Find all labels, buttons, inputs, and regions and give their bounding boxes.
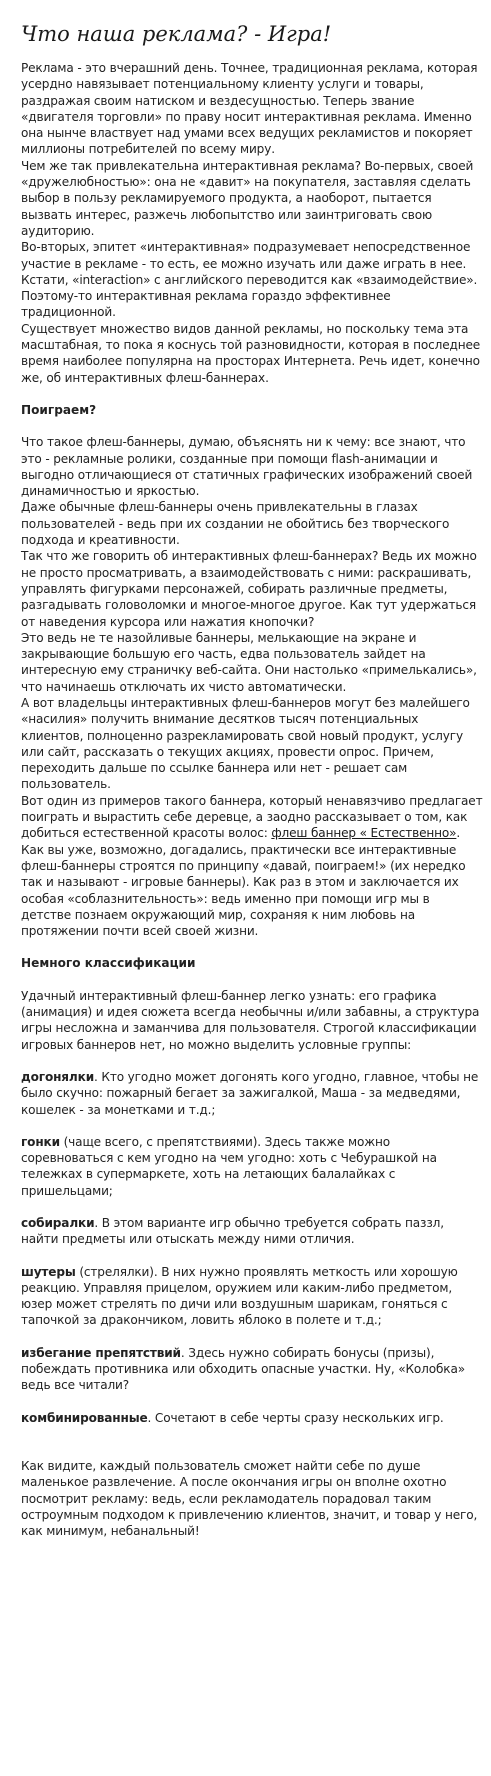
game-type-term: шутеры — [21, 1264, 76, 1279]
intro-paragraph: Во-вторых, эпитет «интерактивная» подразумевает непосредственное участие в рекламе - то есть, ее можно изучать или даже играть в нее. Кстати, «interaction» с английского переводится как «взаимодействие». Поэтому-то интерактивная реклама гораздо эффективнее традиционной. — [21, 240, 478, 320]
intro-paragraph: Реклама - это вчерашний день. Точнее, традиционная реклама, которая усердно навязывает потенциальному клиенту услуги и товары, раздражая своим натиском и вездесущностью. Теперь звание «двигателя торговли» по праву носит интерактивная реклама. Именно она нынче властвует над умами всех ведущих рекламистов и покоряет миллионы потребителей по всему миру. — [21, 61, 478, 157]
game-type-term: комбинированные — [21, 1410, 148, 1425]
example-text: Вот один из примеров такого баннера, который ненавязчиво предлагает поиграть и вырастить себе деревце, а заодно рассказывает о том, как добиться естественной красоты волос: — [21, 793, 483, 841]
banner-example-link[interactable]: флеш баннер « Естественно» — [271, 826, 457, 841]
game-type-desc: . Сочетают в себе черты сразу нескольких игр. — [147, 1410, 444, 1425]
game-type-item — [21, 1134, 483, 1199]
intro-paragraph: Существует множество видов данной рекламы, но поскольку тема эта масштабная, то пока я коснусь той разновидности, которая в последнее время наиболее популярна на просторах Интернета. Речь идет, конечно же, об интерактивных флеш-баннерах. — [21, 321, 481, 385]
article — [21, 20, 483, 1539]
game-type-item — [21, 1410, 483, 1426]
game-type-term: собиралки — [21, 1216, 95, 1230]
article-title: Что наша реклама? - Игра! — [21, 22, 332, 46]
game-type-term: догонялки — [21, 1069, 95, 1084]
example-end: . — [456, 826, 461, 841]
section1-paragraph: Так что же говорить об интерактивных флеш-баннерах? Ведь их можно не просто просматривать, а взаимодействовать с ними: раскрашивать, управлять фигурками персонажей, собирать различные предметы, разгадывать головоломки и многое-многое другое. Как тут удержаться от наведения курсора или нажатия кнопочки? — [21, 549, 477, 629]
section1-closing: Как вы уже, возможно, догадались, практически все интерактивные флеш-баннеры строятся по принципу «давай, поиграем!» (их нередко так и называют - игровые баннеры). Как раз в этом и заключается их особая «соблазнительность»: ведь именно при помощи игр мы в детстве познаем окружающий мир, сохраняя к ним любовь на протяжении почти всей своей жизни. — [21, 842, 466, 939]
section1-paragraph: Это ведь не те назойливые баннеры, мелькающие на экране и закрывающие большую его часть, едва пользователь зайдет на интересную ему страничку веб-сайта. Они настолько «примелькались», что начинаешь отключать их чисто автоматически. — [21, 630, 477, 694]
game-type-desc: (чаще всего, с препятствиями). Здесь также можно соревноваться с кем угодно на чем угодно: хоть с Чебурашкой на тележках в супермаркете, хоть на летающих балалайках с пришельцами; — [21, 1134, 437, 1198]
section1-paragraph: Что такое флеш-баннеры, думаю, объяснять ни к чему: все знают, что это - рекламные ролики, созданные при помощи flash-анимации и выгодно отличающиеся от статичных графических изображений своей динамичностью и яркостью. — [21, 435, 473, 499]
conclusion-paragraph: Как видите, каждый пользователь сможет найти себе по душе маленькое развлечение. А после окончания игры он вполне охотно посмотрит рекламу: ведь, если рекламодатель порадовал таким остроумным подходом к привлечению клиентов, значит, и товар у него, как минимум, небанальный! — [21, 1458, 478, 1539]
game-type-item — [21, 1215, 483, 1248]
game-type-item — [21, 1264, 483, 1329]
game-type-desc: (стрелялки). В них нужно проявлять меткость или хорошую реакцию. Управляя прицелом, оружием или каким-либо предметом, юзер может стрелять по дичи или воздушным шарикам, гоняться с тапочкой за дракончиком, ловить яблоко в полете и т.д.; — [21, 1264, 458, 1328]
game-type-item — [21, 1345, 483, 1394]
section-heading-classification: Немного классификации — [21, 956, 196, 971]
intro-paragraph: Чем же так привлекательна интерактивная реклама? Во-первых, своей «дружелюбностью»: она не «давит» на покупателя, заставляя сделать выбор в пользу рекламируемого продукта, а наоборот, пытается вызвать интерес, разжечь любопытство или заинтриговать свою аудиторию. — [21, 158, 474, 238]
game-type-desc: . В этом варианте игр обычно требуется собрать паззл, найти предметы или отыскать между ними отличия. — [21, 1216, 444, 1247]
section1-paragraph: А вот владельцы интерактивных флеш-баннеров могут без малейшего «насилия» получить внимание десятков тысяч потенциальных клиентов, полноценно разрекламировать свой новый продукт, услугу или сайт, рассказать о текущих акциях, провести опрос. Причем, переходить дальше по ссылке баннера или нет - решает сам пользователь. — [21, 695, 470, 792]
game-type-desc: . Кто угодно может догонять кого угодно, главное, чтобы не было скучно: пожарный бегает за зажигалкой, Маша - за медведями, кошелек - за монетками и т.д.; — [21, 1069, 479, 1117]
section2-intro: Удачный интерактивный флеш-баннер легко узнать: его графика (анимация) и идея сюжета всегда необычны и/или забавны, а структура игры несложна и заманчива для пользователя. Строгой классификации игровых баннеров нет, но можно выделить условные группы: — [21, 988, 480, 1052]
game-type-desc: . Здесь нужно собирать бонусы (призы), побеждать противника или обходить опасные участки. Ну, «Колобка» ведь все читали? — [21, 1345, 465, 1393]
game-type-item — [21, 1069, 483, 1118]
example-paragraph — [21, 793, 483, 842]
game-type-term: гонки — [21, 1134, 60, 1149]
section1-paragraph: Даже обычные флеш-баннеры очень привлекательны в глазах пользователей - ведь при их создании не обойтись без творческого подхода и креативности. — [21, 500, 450, 548]
section-heading-play: Поиграем? — [21, 402, 97, 417]
game-type-term: избегание препятствий — [21, 1345, 181, 1360]
